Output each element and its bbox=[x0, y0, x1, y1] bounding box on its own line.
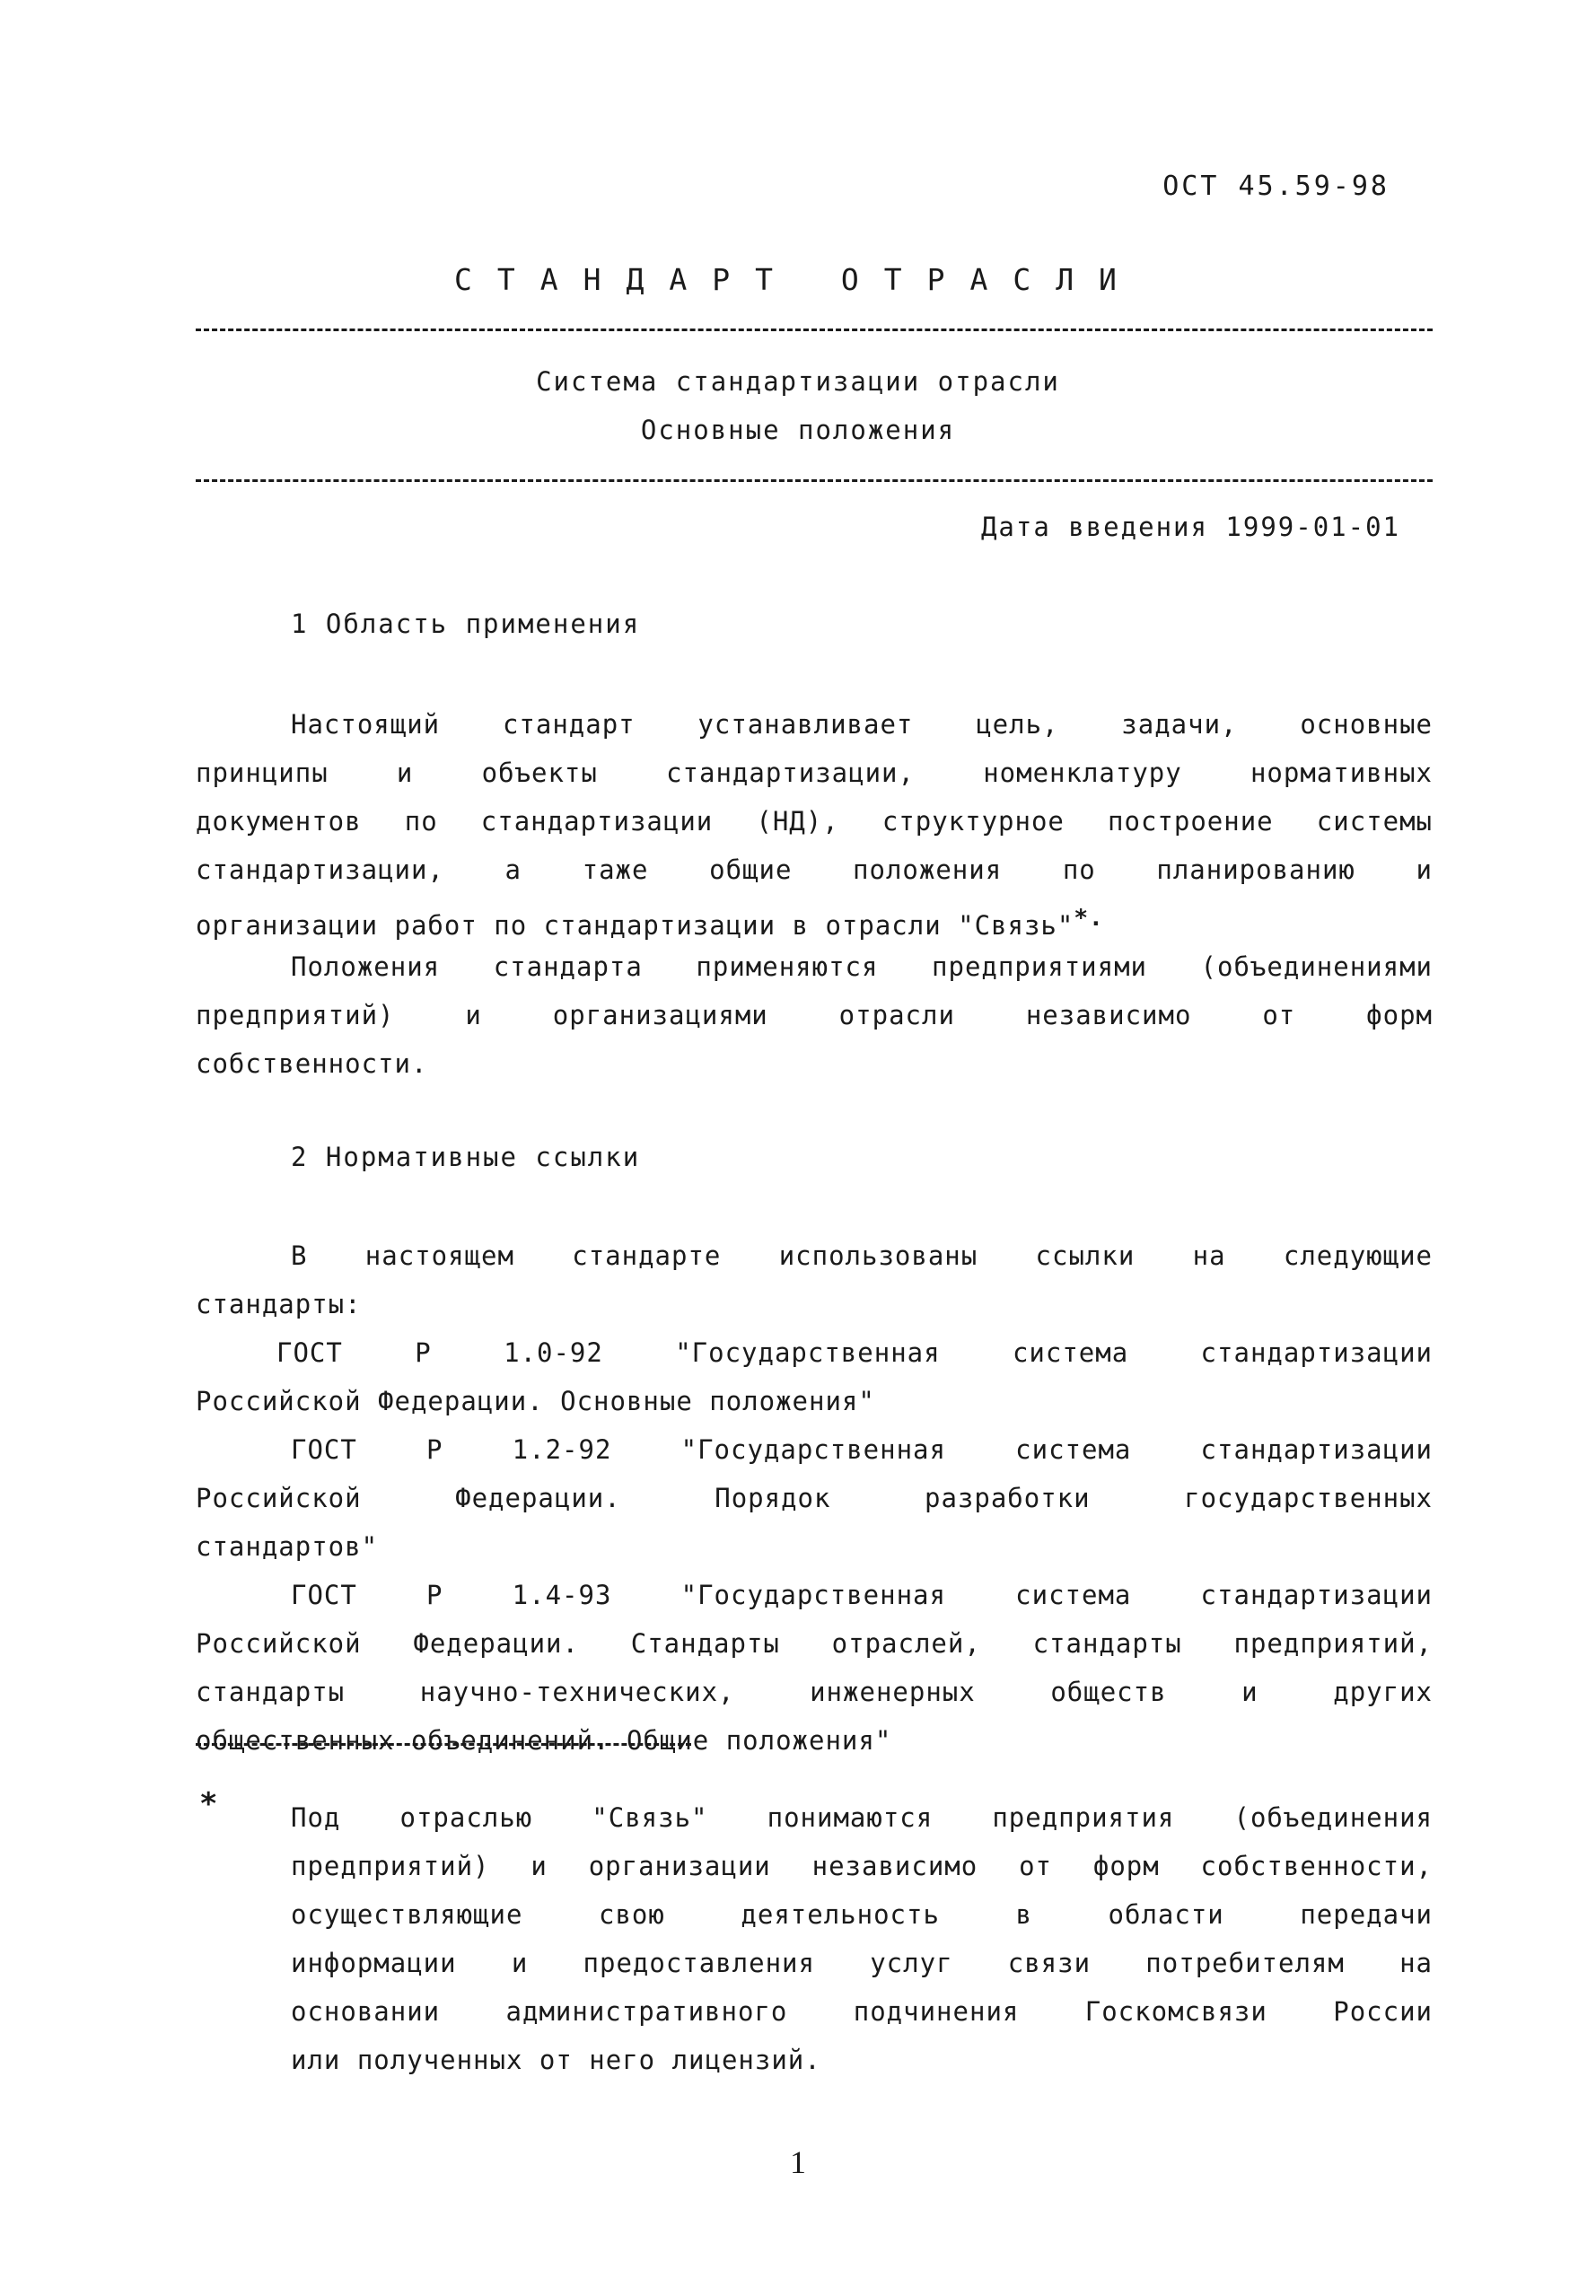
document-subtitle-main: Основные положения bbox=[640, 415, 956, 445]
scope-paragraph-line bbox=[196, 894, 1433, 942]
references-line: стандарты: bbox=[196, 1289, 362, 1319]
footnote-star: * bbox=[199, 1786, 218, 1822]
scope-paragraph-line: документов по стандартизации (НД), структурное построение системы bbox=[196, 806, 1433, 837]
footnote-line: предприятий) и организации независимо от форм собственности, bbox=[291, 1851, 1433, 1881]
scope-paragraph-line: Положения стандарта применяются предприятиями (объединениями bbox=[291, 951, 1433, 982]
reference-gost-1-4: ГОСТ Р 1.4-93 "Государственная система стандартизации bbox=[291, 1580, 1433, 1610]
reference-gost-1-2-cont: Российской Федерации. Порядок разработки государственных bbox=[196, 1483, 1433, 1513]
reference-gost-1-4-cont: общественных объединений. Общие положения" bbox=[196, 1725, 892, 1756]
header-dashed-rule-bottom bbox=[196, 479, 1433, 482]
scope-paragraph-text: организации работ по стандартизации в отрасли "Связь" bbox=[196, 910, 1074, 941]
scope-paragraph-line: собственности. bbox=[196, 1048, 428, 1079]
reference-gost-1-0-cont: Российской Федерации. Основные положения" bbox=[196, 1386, 875, 1416]
section-title-scope: 1 Область применения bbox=[291, 609, 641, 639]
scope-paragraph-line: Настоящий стандарт устанавливает цель, задачи, основные bbox=[291, 709, 1433, 740]
reference-gost-1-0: ГОСТ Р 1.0-92 "Государственная система стандартизации bbox=[276, 1337, 1433, 1368]
reference-gost-1-2: ГОСТ Р 1.2-92 "Государственная система стандартизации bbox=[291, 1434, 1433, 1465]
footnote-line: осуществляющие свою деятельность в области передачи bbox=[291, 1899, 1433, 1930]
footnote-line: основании административного подчинения Госкомсвязи России bbox=[291, 1996, 1433, 2027]
document-subtitle-system: Система стандартизации отрасли bbox=[536, 366, 1060, 397]
footnote-mark: *. bbox=[1074, 905, 1104, 932]
footnote-separator bbox=[196, 1743, 691, 1746]
section-title-normative-references: 2 Нормативные ссылки bbox=[291, 1142, 641, 1172]
scope-paragraph-line: стандартизации, а таже общие положения по планированию и bbox=[196, 854, 1433, 885]
reference-gost-1-4-cont: стандарты научно-технических, инженерных обществ и других bbox=[196, 1677, 1433, 1707]
footnote-line: или полученных от него лицензий. bbox=[291, 2045, 821, 2075]
scope-paragraph-line: предприятий) и организациями отрасли независимо от форм bbox=[196, 1000, 1433, 1030]
standard-type-title: СТАНДАРТ ОТРАСЛИ bbox=[454, 262, 1142, 297]
effective-date: Дата введения 1999-01-01 bbox=[980, 512, 1400, 542]
header-dashed-rule-top bbox=[196, 329, 1433, 331]
footnote-line: информации и предоставления услуг связи потребителям на bbox=[291, 1948, 1433, 1978]
reference-gost-1-4-cont: Российской Федерации. Стандарты отраслей, стандарты предприятий, bbox=[196, 1628, 1433, 1659]
references-line: В настоящем стандарте использованы ссылки на следующие bbox=[291, 1240, 1433, 1271]
scope-paragraph-line: принципы и объекты стандартизации, номенклатуру нормативных bbox=[196, 758, 1433, 788]
document-code: ОСТ 45.59-98 bbox=[1162, 171, 1390, 202]
page-number: 1 bbox=[790, 2144, 806, 2180]
footnote-line: Под отраслью "Связь" понимаются предприятия (объединения bbox=[291, 1802, 1433, 1833]
reference-gost-1-2-cont: стандартов" bbox=[196, 1531, 379, 1562]
